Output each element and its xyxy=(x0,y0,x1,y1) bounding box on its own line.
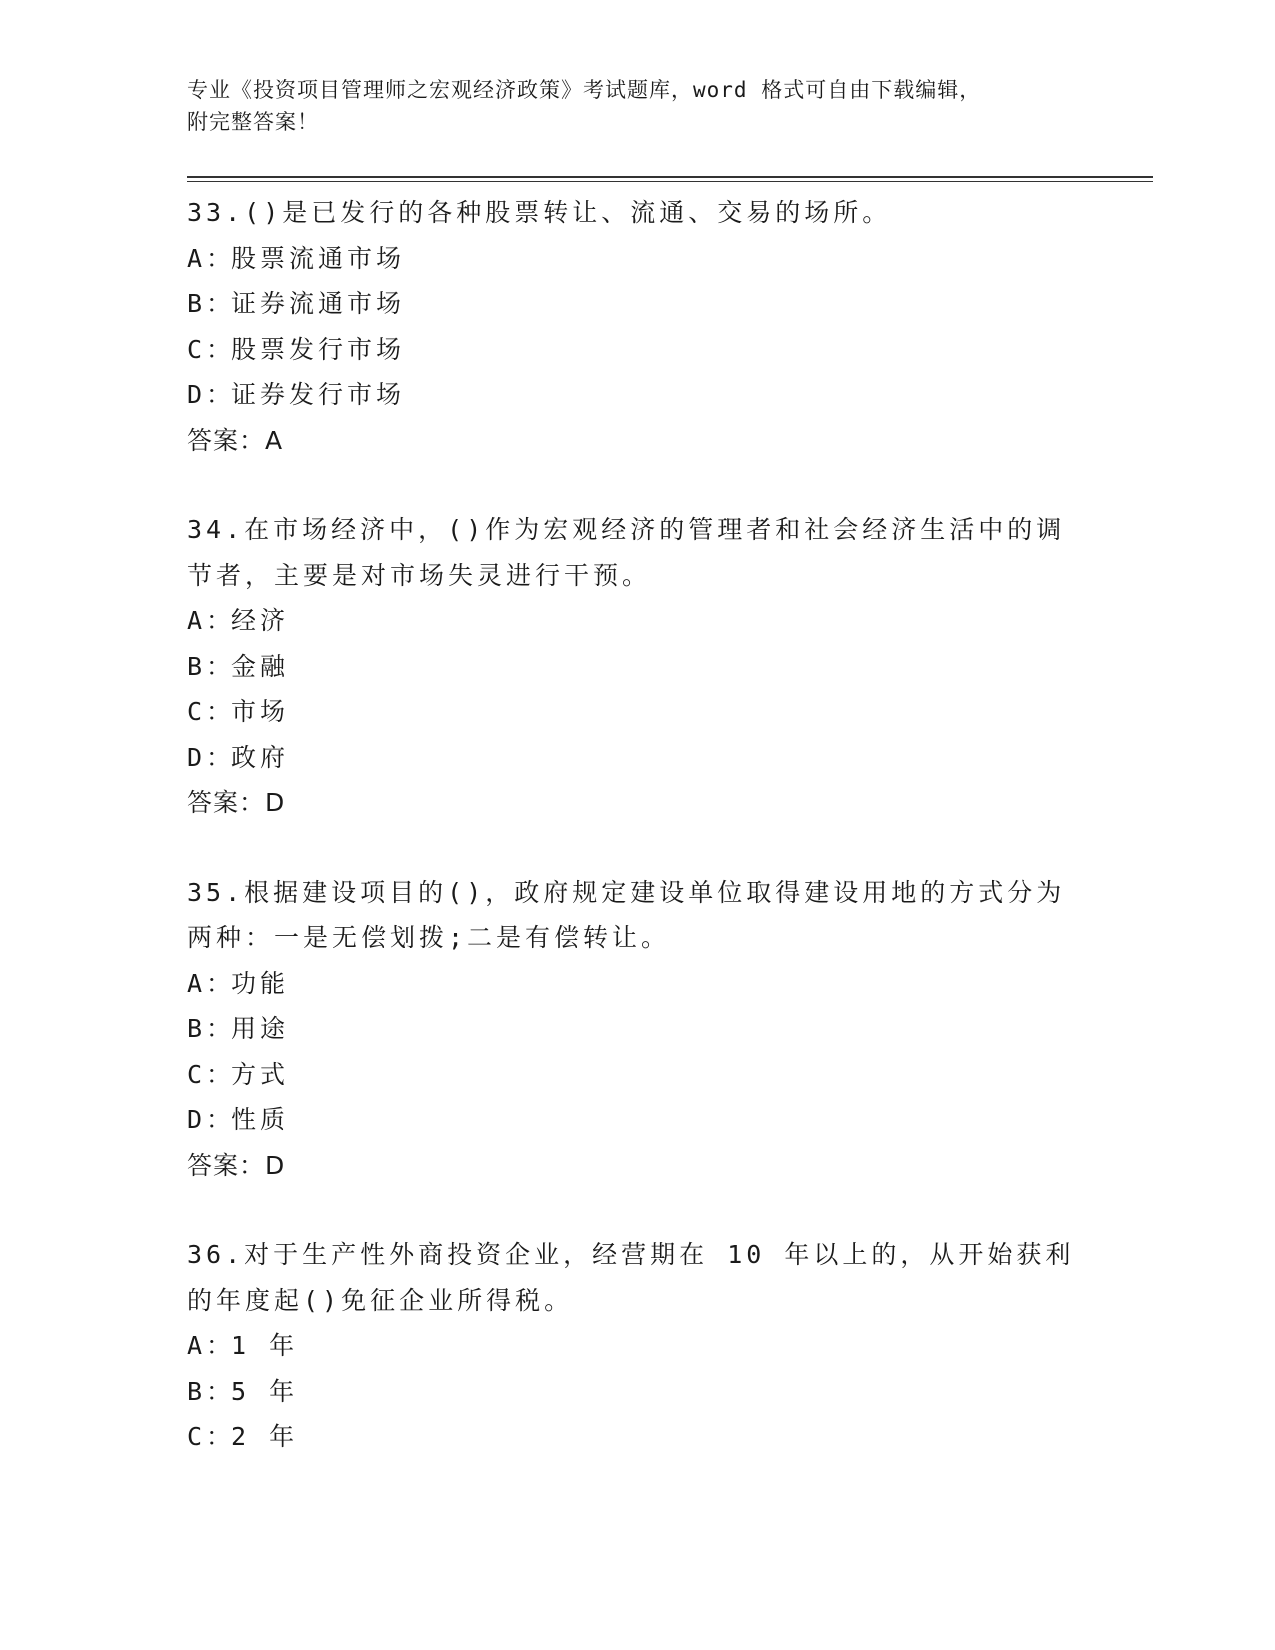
header-note xyxy=(187,74,1067,138)
option-b xyxy=(187,644,1087,690)
option-key: B： xyxy=(187,1014,236,1043)
question-stem: 36.对于生产性外商投资企业，经营期在 10 年以上的，从开始获利的年度起()免征企业所得税。 xyxy=(187,1240,1075,1315)
question-stem: 34.在市场经济中，()作为宏观经济的管理者和社会经济生活中的调节者，主要是对市场失灵进行干预。 xyxy=(187,515,1066,590)
option-text: 证券发行市场 xyxy=(231,380,406,409)
option-text: 金融 xyxy=(231,651,290,681)
option-text: 经济 xyxy=(231,606,290,635)
option-key: D： xyxy=(187,1105,236,1134)
option-key: C： xyxy=(187,1059,236,1089)
option-text: 市场 xyxy=(231,697,290,726)
question-36 xyxy=(187,1232,1087,1460)
option-text: 股票发行市场 xyxy=(231,334,406,364)
option-text: 1 年 xyxy=(231,1331,299,1360)
header-rule-thick xyxy=(187,176,1153,178)
header-line-2: 附完整答案！ xyxy=(187,110,319,134)
question-33 xyxy=(187,190,1087,463)
option-key: D： xyxy=(187,742,236,772)
option-text: 证券流通市场 xyxy=(231,289,406,318)
option-d xyxy=(187,735,1087,781)
option-text: 用途 xyxy=(231,1014,290,1043)
option-a xyxy=(187,598,1087,644)
question-stem: 35.根据建设项目的()，政府规定建设单位取得建设用地的方式分为两种：一是无偿划拨;二是有偿转让。 xyxy=(187,877,1066,952)
option-c xyxy=(187,1052,1087,1098)
question-list xyxy=(187,190,1087,1504)
option-a xyxy=(187,1323,1087,1369)
header-line-1: 专业《投资项目管理师之宏观经济政策》考试题库，word 格式可自由下载编辑， xyxy=(187,78,982,102)
option-key: B： xyxy=(187,651,236,681)
option-key: C： xyxy=(187,697,236,726)
option-text: 功能 xyxy=(231,968,290,998)
answer-line: 答案：D xyxy=(187,788,286,817)
option-text: 股票流通市场 xyxy=(231,243,406,273)
option-c xyxy=(187,689,1087,735)
option-key: A： xyxy=(187,968,236,998)
option-key: C： xyxy=(187,334,236,364)
option-text: 政府 xyxy=(231,742,290,772)
option-key: A： xyxy=(187,606,236,635)
option-key: A： xyxy=(187,243,236,273)
question-stem: 33.()是已发行的各种股票转让、流通、交易的场所。 xyxy=(187,198,892,227)
option-d xyxy=(187,372,1087,418)
answer-line: 答案：D xyxy=(187,1150,286,1180)
answer-line: 答案：A xyxy=(187,425,284,455)
option-b xyxy=(187,281,1087,327)
question-35 xyxy=(187,870,1087,1189)
option-text: 方式 xyxy=(231,1059,290,1089)
option-b xyxy=(187,1369,1087,1415)
question-34 xyxy=(187,507,1087,826)
option-a xyxy=(187,236,1087,282)
option-key: C： xyxy=(187,1422,236,1451)
option-key: B： xyxy=(187,289,236,318)
option-key: A： xyxy=(187,1331,236,1360)
option-key: D： xyxy=(187,380,236,409)
option-text: 性质 xyxy=(231,1105,290,1134)
option-b xyxy=(187,1006,1087,1052)
option-c xyxy=(187,327,1087,373)
option-c xyxy=(187,1414,1087,1460)
option-key: B： xyxy=(187,1376,236,1406)
option-d xyxy=(187,1097,1087,1143)
option-a xyxy=(187,961,1087,1007)
option-text: 2 年 xyxy=(231,1422,299,1451)
header-rule-thin xyxy=(187,181,1153,182)
option-text: 5 年 xyxy=(231,1376,299,1406)
